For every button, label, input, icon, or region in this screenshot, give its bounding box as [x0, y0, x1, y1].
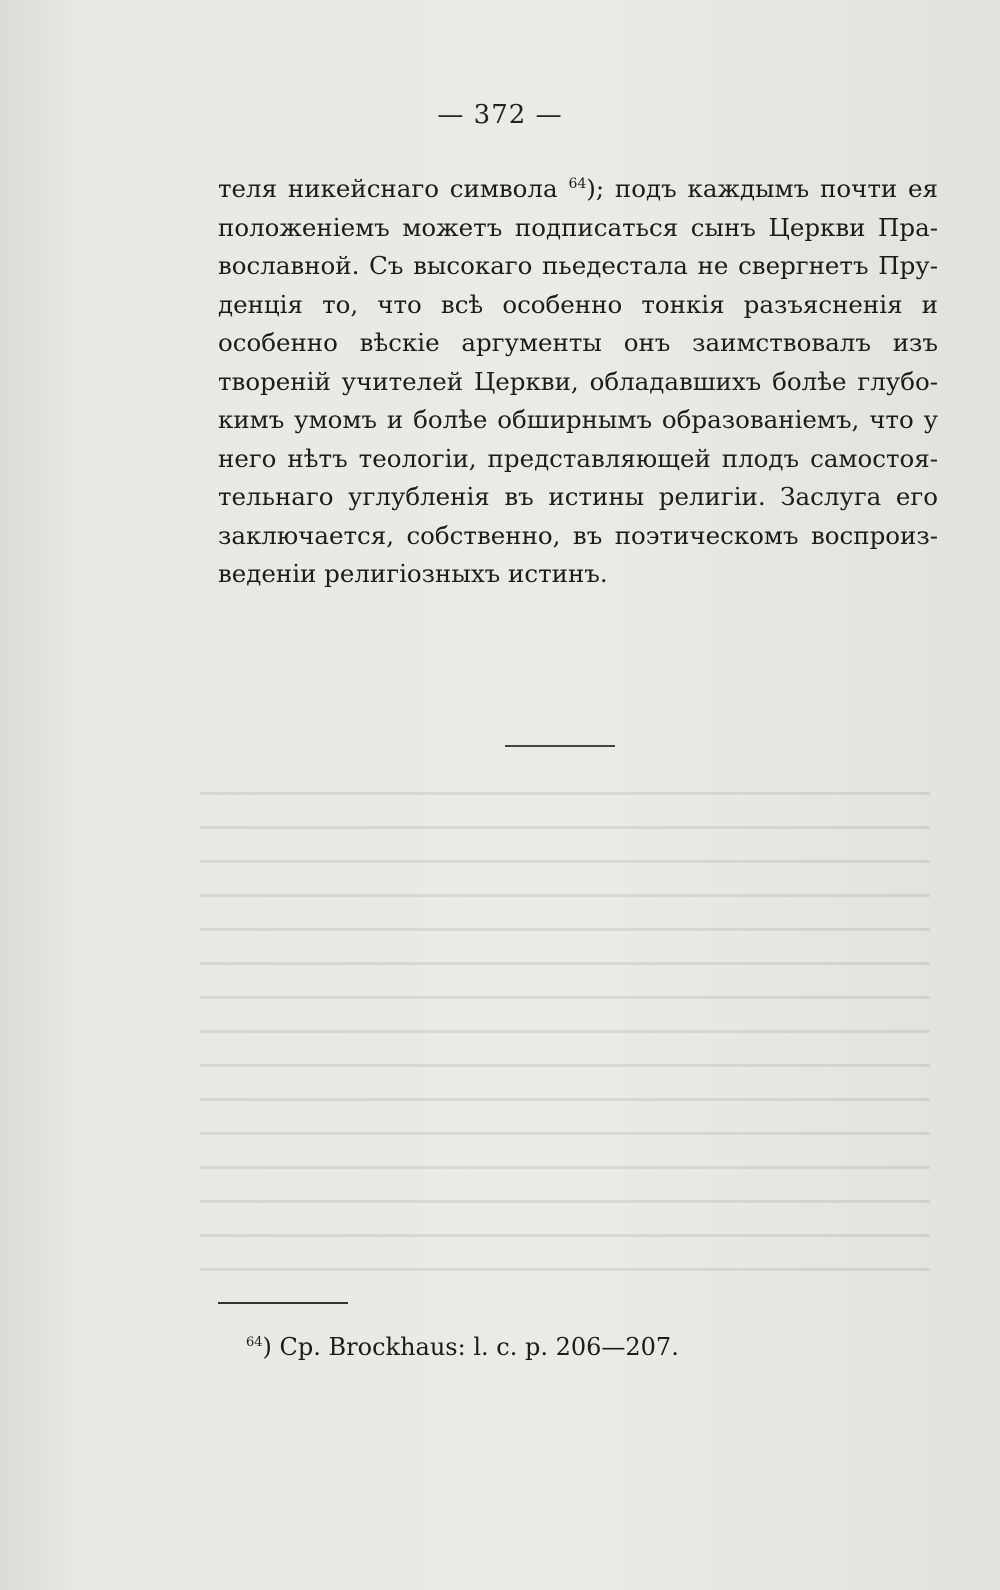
- text-line-8: него нѣтъ теологіи, представляющей плодъ самостоя-: [218, 443, 938, 473]
- text-line-4: денція то, что всѣ особенно тонкія разъясненія и: [218, 289, 938, 319]
- section-divider: [505, 745, 615, 747]
- text-line-3: вославной. Съ высокаго пьедестала не свергнетъ Пру-: [218, 251, 938, 280]
- text-line-10: заключается, собственно, въ поэтическомъ воспроиз-: [218, 520, 938, 550]
- text-line-1-end: ); подъ каждымъ почти ея: [586, 174, 938, 203]
- footnote-text: ) Ср. Brockhaus: l. с. р. 206—207.: [262, 1333, 679, 1361]
- footnote-marker: 64: [246, 1335, 263, 1350]
- footnote-rule: [218, 1302, 348, 1304]
- text-line-11: веденіи религіозныхъ истинъ.: [218, 559, 608, 588]
- footnote-reference: 64: [568, 175, 587, 192]
- text-line-2: положеніемъ можетъ подписаться сынъ Церкви Пра-: [218, 212, 938, 242]
- text-line-7: кимъ умомъ и болѣе обширнымъ образованіемъ, что у: [218, 405, 938, 434]
- text-line-5: особенно вѣскіе аргументы онъ заимствовалъ изъ: [218, 328, 938, 357]
- text-line-1: [218, 170, 938, 209]
- text-line-6: твореній учителей Церкви, обладавшихъ болѣе глубо-: [218, 366, 938, 396]
- text-line-1-start: теля никейснаго символа: [218, 174, 569, 203]
- page-number: — 372 —: [437, 100, 563, 130]
- show-through-texture: [200, 770, 930, 1290]
- text-line-9: тельнаго углубленія въ истины религіи. Заслуга его: [218, 482, 938, 511]
- footnote: [246, 1333, 679, 1361]
- main-text: [218, 170, 938, 594]
